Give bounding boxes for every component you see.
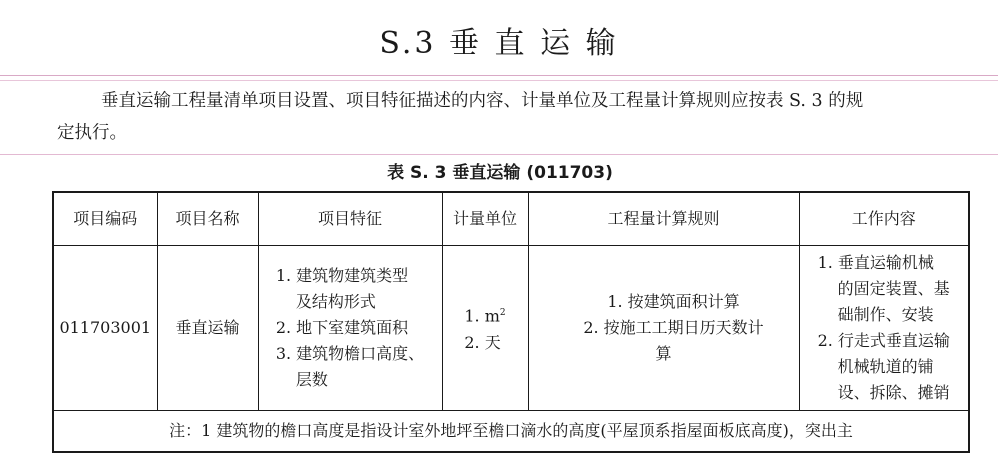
feature-item: 及结构形式 [295,292,376,311]
intro-line-1: 垂直运输工程量清单项目设置、项目特征描述的内容、计量单位及工程量计算规则应按表 S. 3 的规 [101,91,864,111]
feature-item: 3. 建筑物檐口高度、 [275,344,425,363]
table-note: 注：1 建筑物的檐口高度是指设计室外地坪至檐口滴水的高度(平屋顶系指屋面板底高度)，突出主 [53,411,969,453]
cell-features [258,246,442,411]
divider-bottom [0,154,998,155]
cell-work [799,246,969,411]
header-work: 工作内容 [799,192,969,246]
unit-item: 2. 天 [464,332,501,352]
rule-item: 2. 按施工工期日历天数计 [583,318,764,337]
cell-rules [528,246,799,411]
work-item: 2. 行走式垂直运输 [817,331,950,350]
work-item: 设、拆除、摊销 [837,383,950,402]
header-code: 项目编码 [53,192,157,246]
work-item: 础制作、安装 [837,305,934,324]
feature-item: 1. 建筑物建筑类型 [275,266,409,285]
header-features: 项目特征 [258,192,442,246]
intro-line-2: 定执行。 [57,123,127,143]
table-header-row [53,192,969,246]
table-caption: 表 S. 3 垂直运输 (011703) [387,163,613,183]
work-item: 机械轨道的铺 [837,357,934,376]
cell-code: 011703001 [53,246,157,411]
intro-paragraph [57,85,982,149]
feature-item: 2. 地下室建筑面积 [275,318,409,337]
feature-item: 层数 [295,370,328,389]
cell-unit [442,246,528,411]
unit-item: 1. $m^2$ [464,306,506,326]
work-item: 1. 垂直运输机械 [817,253,934,272]
spec-table [52,191,970,453]
cell-name: 垂直运输 [157,246,258,411]
table-row [53,246,969,411]
work-item: 的固定装置、基 [837,279,950,298]
divider-top-secondary [0,80,998,81]
rule-item: 1. 按建筑面积计算 [607,292,740,311]
header-unit: 计量单位 [442,192,528,246]
table-note-row [53,411,969,453]
rule-item: 算 [655,344,672,363]
section-title: S.3 垂 直 运 输 [379,26,619,61]
header-rules: 工程量计算规则 [528,192,799,246]
divider-top [0,75,998,76]
header-name: 项目名称 [157,192,258,246]
